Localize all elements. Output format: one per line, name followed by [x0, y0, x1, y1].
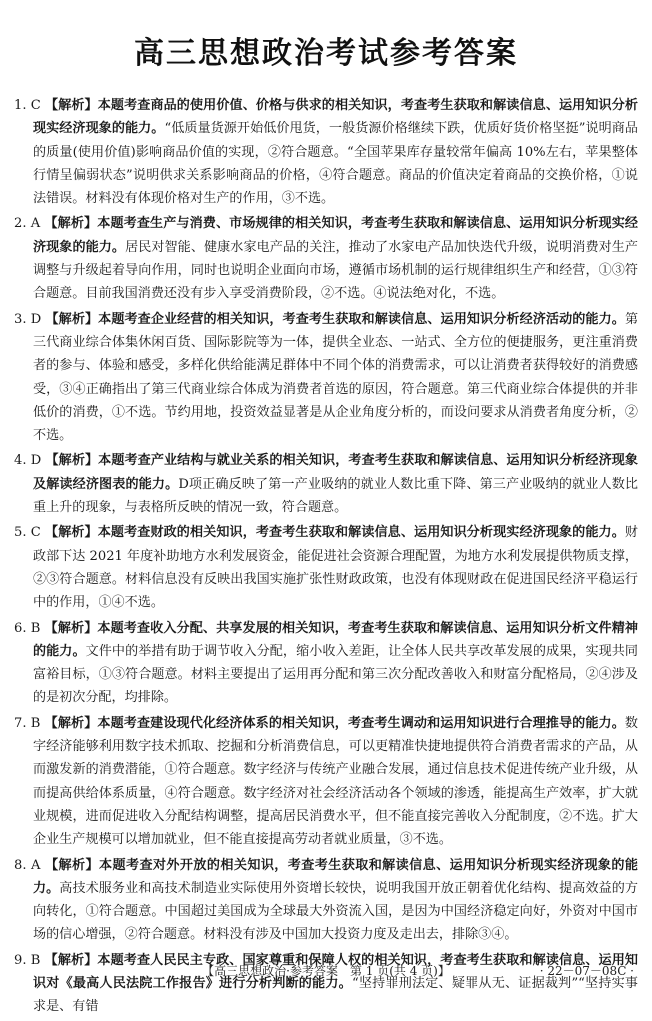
answer-lead: 本题考查财政的相关知识，考查考生获取和解读信息、运用知识分析现实经济现象的能力。: [97, 525, 625, 541]
answer-item: [14, 854, 638, 947]
footer-page-info: 【高三思想政治·参考答案 第 1 页(共 4 页)】: [202, 964, 450, 978]
answer-number: 4. D: [14, 453, 42, 469]
answer-body: “低质量货源开始低价甩货，一般货源价格继续下跌，优质好货价格坚挺”说明商品的质量(使用价值)影响商品价值的实现，②符合题意。“全国苹果库存量较常年偏高 10%左右，苹果整体行情呈偏弱状态”说明供求关系影响商品的价格，④符合题意。商品的价值决定着商品的交换价格，①说法错误。材料没有体现价格对生产的作用，③不选。: [32, 121, 639, 207]
answer-number: 6. B: [14, 620, 41, 636]
answer-lead: 本题考查商品的使用价值、价格与供求的相关知识，考查考生获取和解读信息、运用知识分析现实经济现象的能力。: [32, 98, 638, 137]
answer-number: 8. A: [14, 857, 41, 873]
answer-body: 文件中的举措有助于调节收入分配，缩小收入差距，让全体人民共享改革发展的成果，实现共同富裕目标，①③符合题意。材料主要提出了运用再分配和第三次分配改善收入和财富分配格局，②④涉及的是初次分配，均排除。: [32, 643, 639, 706]
answer-item: [14, 308, 638, 448]
answer-body: 财政部下达 2021 年度补助地方水利发展资金，能促进社会资源合理配置，为地方水利发展提供物质支撑，②③符合题意。材料信息没有反映出我国实施扩张性财政政策，也没有体现财政在促进国民经济平稳运行中的作用，①④不选。: [32, 525, 638, 611]
analysis-tag: 【解析】: [44, 620, 98, 636]
answer-item: [14, 712, 638, 852]
answer-body: 居民对智能、健康水家电产品的关注，推动了水家电产品加快迭代升级，说明消费对生产调整与升级起着导向作用，同时也说明企业面向市场，遵循市场机制的运行规律组织生产和经营，①③符合题意。目前我国消费还没有步入享受消费阶段，②不选。④说法绝对化，不选。: [32, 239, 638, 302]
analysis-tag: 【解析】: [45, 857, 100, 873]
answer-lead: 本题考查人民民主专政、国家尊重和保障人权的相关知识，考查考生获取和解读信息、运用知识对《最高人民法院工作报告》进行分析判断的能力。: [32, 952, 639, 991]
answer-list: [14, 94, 638, 1021]
answer-number: 3. D: [14, 311, 42, 327]
answer-number: 5. C: [14, 525, 41, 541]
answer-item: [14, 449, 638, 519]
answer-number: 7. B: [14, 715, 41, 731]
answer-item: [14, 949, 638, 1019]
analysis-tag: 【解析】: [44, 952, 98, 968]
answer-lead: 本题考查建设现代化经济体系的相关知识，考查考生调动和运用知识进行合理推导的能力。: [97, 715, 625, 731]
answer-body: 第三代商业综合体集休闲百货、国际影院等为一体，提供全业态、一站式、全方位的便捷服务，更注重消费者的参与、体验和感受，多样化供给能满足群体中不同个体的消费需求，可以让消费者获得较好的消费感受，③④正确指出了第三代商业综合体成为消费者首选的原因，符合题意。第三代商业综合体提供的并非低价的消费，①不选。节约用地，投资效益显著是从企业角度分析的，而设问要求从消费者角度分析，②不选。: [32, 311, 639, 444]
analysis-tag: 【解析】: [44, 216, 98, 232]
answer-lead: 本题考查生产与消费、市场规律的相关知识，考查考生获取和解读信息、运用知识分析现实经济现象的能力。: [32, 216, 638, 255]
answer-body: “坚持罪刑法定、疑罪从无、证据裁判”“坚持实事求是、有错: [32, 975, 638, 1015]
answer-lead: 本题考查产业结构与就业关系的相关知识，考查考生获取和解读信息、运用知识分析经济现象及解读经济图表的能力。: [32, 453, 639, 492]
footer-exam-code: · 22－07－08C ·: [539, 964, 634, 978]
answer-item: [14, 617, 638, 710]
answer-body: 数字经济能够利用数字技术抓取、挖掘和分析消费信息，可以更精准快捷地提供符合消费者需求的产品，从而激发新的消费潜能，①符合题意。数字经济与传统产业融合发展，通过信息技术促进传统产业升级，从而提高供给体系质量，④符合题意。数字经济对社会经济活动各个领域的渗透，能提高生产效率，扩大就业规模，进而促进收入分配结构调整，提高居民消费水平，但不能直接完善收入分配制度，②不选。扩大企业生产规模可以增加就业，但不能直接提高劳动者就业质量，③不选。: [32, 715, 639, 848]
analysis-tag: 【解析】: [45, 525, 98, 541]
answer-lead: 本题考查对外开放的相关知识，考查考生获取和解读信息、运用知识分析现实经济现象的能力。: [32, 857, 638, 896]
analysis-tag: 【解析】: [44, 715, 98, 731]
answer-lead: 本题考查收入分配、共享发展的相关知识，考查考生获取和解读信息、运用知识分析文件精神的能力。: [32, 620, 639, 659]
answer-item: [14, 521, 638, 614]
answer-item: [14, 94, 638, 210]
answer-body: D项正确反映了第一产业吸纳的就业人数比重下降、第三产业吸纳的就业人数比重上升的现象，与表格所反映的情况一致，符合题意。: [32, 476, 638, 516]
page-title: 高三思想政治考试参考答案: [134, 36, 518, 71]
answer-body: 高技术服务业和高技术制造业实际使用外资增长较快，说明我国开放正朝着优化结构、提高效益的方向转化，①符合题意。中国超过美国成为全球最大外资流入国，是因为中国经济稳定向好，外资对中国市场的信心增强，②符合题意。材料没有涉及中国加大投资力度及走出去，排除③④。: [32, 880, 639, 943]
answer-number: 9. B: [14, 952, 41, 968]
analysis-tag: 【解析】: [45, 453, 99, 469]
page-footer: [0, 962, 652, 982]
analysis-tag: 【解析】: [45, 98, 98, 113]
answer-number: 2. A: [14, 216, 41, 232]
analysis-tag: 【解析】: [45, 311, 99, 327]
answer-item: [14, 212, 638, 305]
answer-lead: 本题考查企业经营的相关知识，考查考生获取和解读信息、运用知识分析经济活动的能力。: [98, 311, 625, 327]
answer-number: 1. C: [14, 98, 41, 113]
